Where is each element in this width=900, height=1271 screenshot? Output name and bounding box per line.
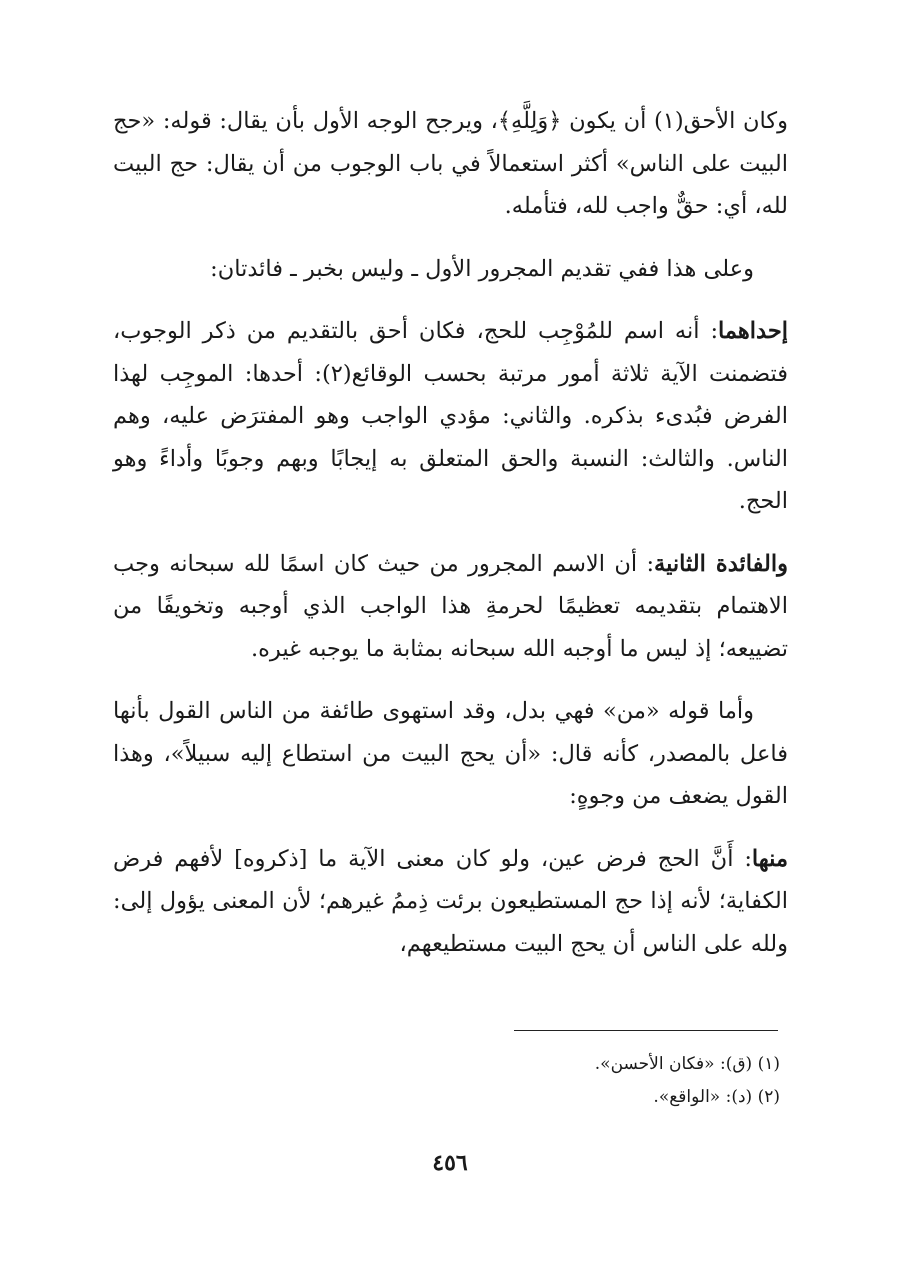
paragraph-6-text: : أَنَّ الحج فرض عين، ولو كان معنى الآية ما [ذكروه] لأفهم فرض الكفاية؛ لأنه إذا حج المستطيعون برئت ذِممُ غيرهم؛ لأن المعنى يؤول إلى: ولله على الناس أن يحج البيت مستطيعهم،: [113, 845, 788, 957]
paragraph-4: [113, 543, 788, 671]
footnote-1: (١) (ق): «فكان الأحسن».: [594, 1054, 780, 1074]
footnote-2: (٢) (د): «الواقع».: [653, 1087, 780, 1107]
paragraph-6: [113, 838, 788, 966]
paragraph-3-text: : أنه اسم للمُوْجِب للحج، فكان أحق بالتقديم من ذكر الوجوب، فتضمنت الآية ثلاثة أمور مرتبة بحسب الوقائع(٢): أحدها: الموجِب لهذا الفرض فبُدىء بذكره. والثاني: مؤدي الواجب وهو المفترَض عليه، وهم الناس. والثالث: النسبة والحق المتعلق به إيجابًا وبهم وجوبًا وأداءً وهو الحج.: [113, 318, 788, 514]
footnotes: [595, 1048, 780, 1114]
paragraph-5: [113, 690, 788, 818]
page-number: ٤٥٦: [432, 1150, 468, 1176]
paragraph-3-lead: إحداهما: [718, 318, 788, 344]
paragraph-1-text: وكان الأحق(١) أن يكون ﴿وَلِلَّهِ﴾، ويرجح الوجه الأول بأن يقال: قوله: «حج البيت على الناس» أكثر استعمالاً في باب الوجوب من أن يقال: حج البيت لله، أي: حقٌّ واجب لله، فتأمله.: [113, 108, 788, 219]
paragraph-5-text: وأما قوله «من» فهي بدل، وقد استهوى طائفة من الناس القول بأنها فاعل بالمصدر، كأنه قال: «أن يحج البيت من استطاع إليه سبيلاً»، وهذا القول يضعف من وجوهٍ:: [113, 698, 788, 809]
paragraph-3: [113, 310, 788, 523]
footnote-divider: [514, 1030, 778, 1031]
page-body: [113, 100, 788, 985]
paragraph-1: [113, 100, 788, 228]
paragraph-4-text: : أن الاسم المجرور من حيث كان اسمًا لله سبحانه وجب الاهتمام بتقديمه تعظيمًا لحرمةِ هذا الواجب الذي أوجبه وتخويفًا من تضييعه؛ إذ ليس ما أوجبه الله سبحانه بمثابة ما يوجبه غيره.: [113, 550, 788, 662]
paragraph-2: [113, 248, 788, 291]
paragraph-6-lead: منها: [751, 845, 788, 872]
paragraph-4-lead: والفائدة الثانية: [654, 550, 788, 577]
paragraph-2-text: وعلى هذا ففي تقديم المجرور الأول ـ وليس بخبر ـ فائدتان:: [210, 255, 754, 282]
